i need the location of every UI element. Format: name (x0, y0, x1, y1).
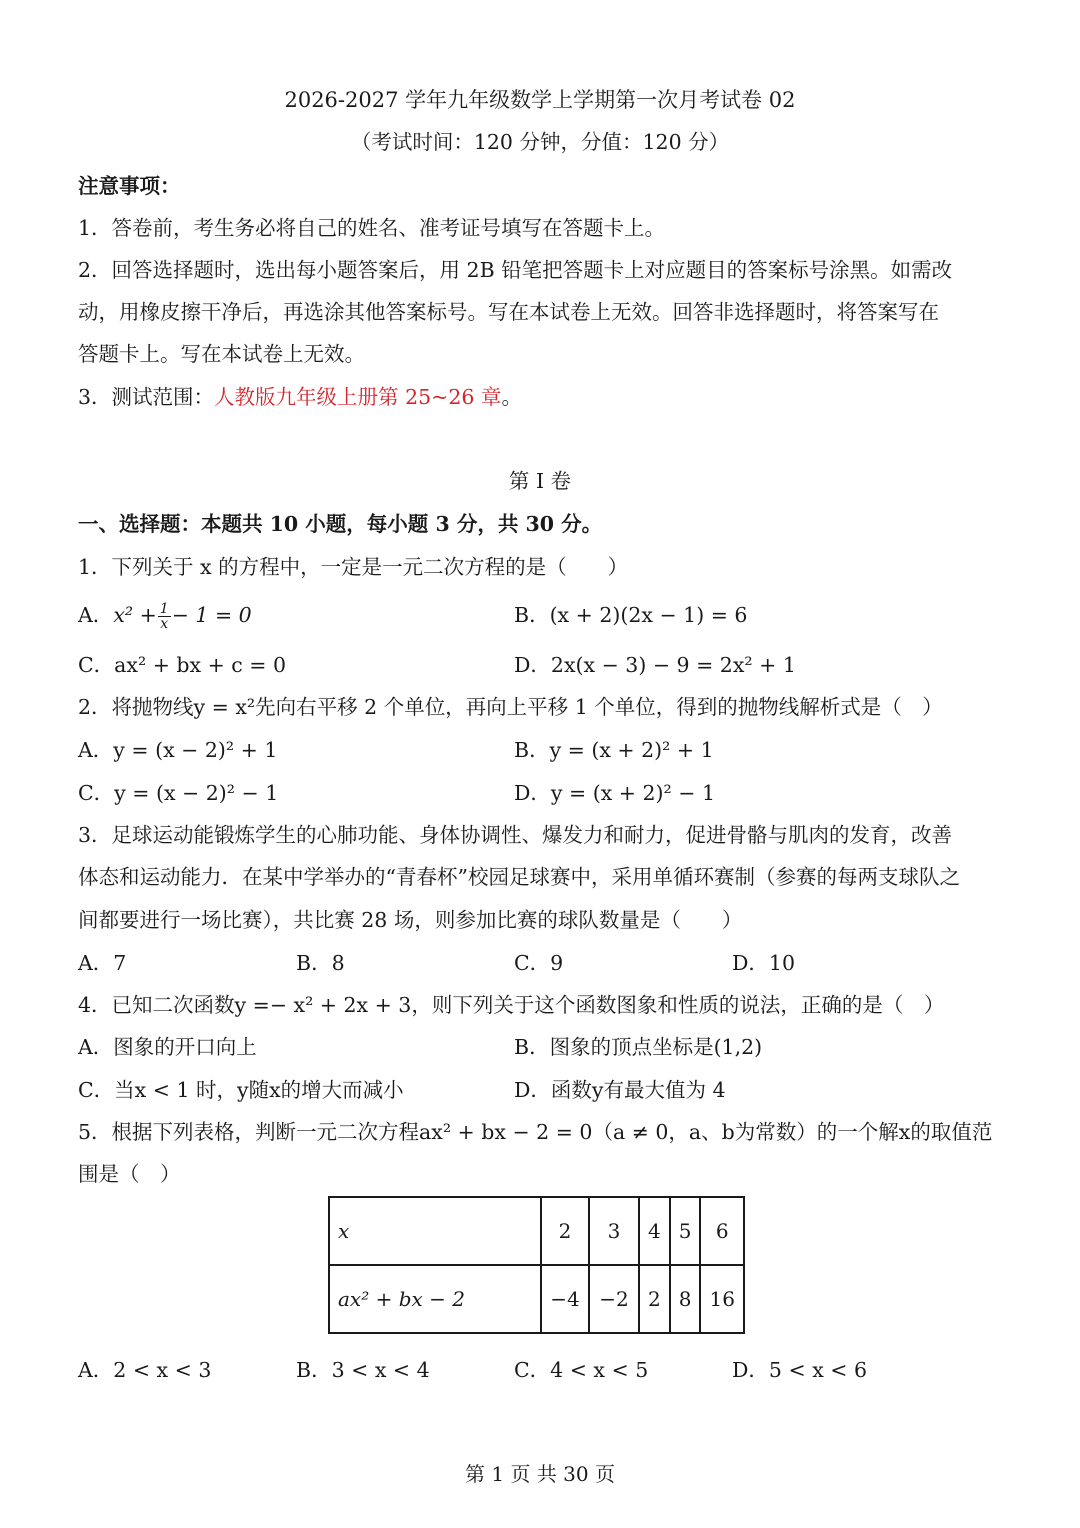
q2-option-b: B．y = (x + 2)² + 1 (514, 738, 714, 762)
q5-option-d: D．5 < x < 6 (732, 1358, 868, 1382)
q3-option-d: D．10 (732, 951, 796, 975)
notice-item-1: 1．答卷前，考生务必将自己的姓名、准考证号填写在答题卡上。 (78, 216, 666, 240)
table-cell: 16 (700, 1265, 743, 1333)
q5-stem-line-1: 5．根据下列表格，判断一元二次方程ax² + bx − 2 = 0（a ≠ 0，a、b为常数）的一个解x的取值范 (78, 1120, 993, 1144)
q5-value-table (328, 1196, 745, 1334)
q4-option-c: C．当x < 1 时，y随x的增大而减小 (78, 1078, 404, 1102)
section-title: 第 I 卷 (508, 469, 572, 493)
q1-option-c: C．ax² + bx + c = 0 (78, 653, 287, 677)
q5-option-a: A．2 < x < 3 (78, 1358, 212, 1382)
q3-stem-line-3: 间都要进行一场比赛），共比赛 28 场，则参加比赛的球队数量是（ ） (78, 908, 743, 932)
q5-option-b: B．3 < x < 4 (296, 1358, 430, 1382)
q3-option-c: C．9 (514, 951, 564, 975)
q1-option-a (78, 601, 252, 631)
q3-option-b: B．8 (296, 951, 345, 975)
q3-stem-line-1: 3．足球运动能锻炼学生的心肺功能、身体协调性、爆发力和耐力，促进骨骼与肌肉的发育，改善 (78, 823, 953, 847)
q2-option-c: C．y = (x − 2)² − 1 (78, 781, 279, 805)
q1-option-a-lead: x² + (113, 603, 157, 627)
page-title: 2026-2027 学年九年级数学上学期第一次月考试卷 02 (284, 88, 796, 112)
test-range-highlight: 人教版九年级上册第 25~26 章 (214, 385, 502, 409)
notice-heading: 注意事项： (78, 174, 181, 198)
page-footer: 第 1 页 共 30 页 (465, 1462, 615, 1486)
q1-option-a-tail: − 1 = 0 (171, 603, 252, 627)
table-cell: 6 (700, 1197, 743, 1265)
q4-option-d: D．函数y有最大值为 4 (514, 1078, 726, 1102)
table-cell: 8 (670, 1265, 701, 1333)
fraction-denominator: x (160, 616, 169, 632)
q4-option-a: A．图象的开口向上 (78, 1035, 257, 1059)
q5-option-c: C．4 < x < 5 (514, 1358, 649, 1382)
q5-stem-line-2: 围是（ ） (78, 1162, 181, 1186)
q3-stem-line-2: 体态和运动能力．在某中学举办的“青春杯”校园足球赛中，采用单循环赛制（参赛的每两支球队之 (78, 865, 960, 889)
q3-option-a: A．7 (78, 951, 127, 975)
table-cell: 2 (639, 1265, 670, 1333)
table-cell: −2 (589, 1265, 639, 1333)
table-cell: −4 (541, 1265, 589, 1333)
q1-option-a-label: A． (78, 603, 114, 627)
exam-subtitle: （考试时间：120 分钟，分值：120 分） (350, 130, 730, 154)
q1-stem: 1．下列关于 x 的方程中，一定是一元二次方程的是（ ） (78, 555, 629, 579)
table-cell: 4 (639, 1197, 670, 1265)
q2-stem: 2．将抛物线y = x²先向右平移 2 个单位，再向上平移 1 个单位，得到的抛物线解析式是（ ） (78, 695, 943, 719)
table-row-label: ax² + bx − 2 (329, 1265, 541, 1333)
table-cell: 5 (670, 1197, 701, 1265)
table-cell: 2 (541, 1197, 589, 1265)
notice-item-2-line-1: 2．回答选择题时，选出每小题答案后，用 2B 铅笔把答题卡上对应题目的答案标号涂黑。如需改 (78, 258, 953, 282)
notice-item-2-line-2: 动，用橡皮擦干净后，再选涂其他答案标号。写在本试卷上无效。回答非选择题时，将答案写在 (78, 300, 939, 324)
q2-option-a: A．y = (x − 2)² + 1 (78, 738, 278, 762)
q1-option-b: B．(x + 2)(2x − 1) = 6 (514, 603, 748, 627)
notice-item-3 (78, 383, 522, 411)
q2-option-d: D．y = (x + 2)² − 1 (514, 781, 716, 805)
part1-heading: 一、选择题：本题共 10 小题，每小题 3 分，共 30 分。 (78, 512, 603, 536)
q4-option-b: B．图象的顶点坐标是(1,2) (514, 1035, 763, 1059)
table-row-label: x (329, 1197, 541, 1265)
table-row (329, 1265, 744, 1333)
notice-item-3-prefix: 3．测试范围： (78, 385, 215, 409)
notice-item-3-suffix: 。 (501, 385, 522, 409)
notice-item-2-line-3: 答题卡上。写在本试卷上无效。 (78, 342, 365, 366)
table-row (329, 1197, 744, 1265)
table-cell: 3 (589, 1197, 639, 1265)
q1-option-a-fraction (158, 602, 171, 631)
q1-option-d: D．2x(x − 3) − 9 = 2x² + 1 (514, 653, 796, 677)
fraction-numerator: 1 (159, 601, 169, 617)
q4-stem: 4．已知二次函数y =− x² + 2x + 3，则下列关于这个函数图象和性质的说法，正确的是（ ） (78, 993, 945, 1017)
